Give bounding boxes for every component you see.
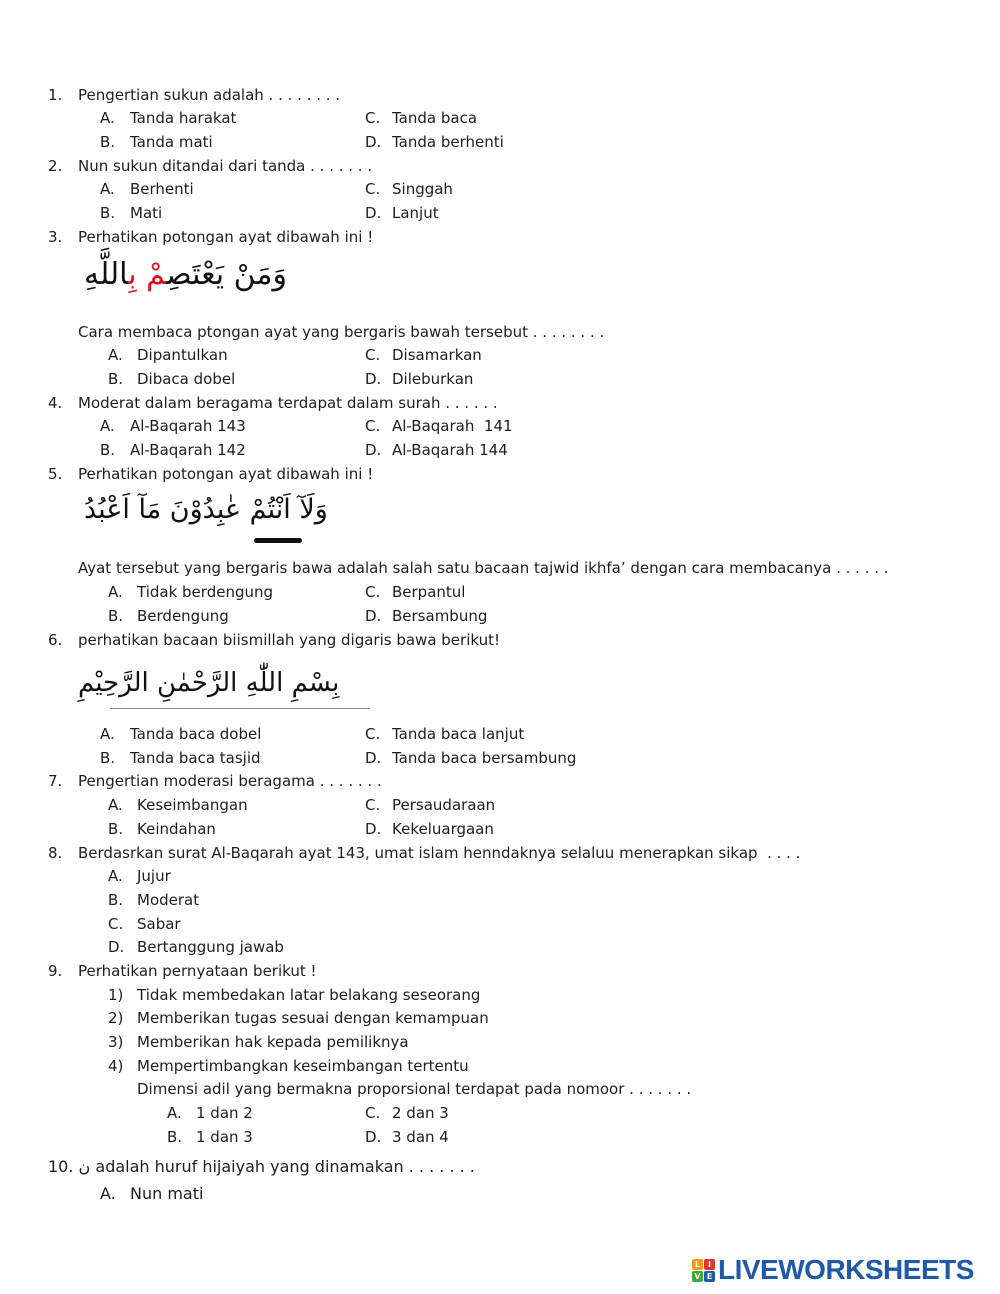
statement-text: Tidak membedakan latar belakang seseorang bbox=[137, 986, 481, 1004]
option-letter: B. bbox=[108, 891, 124, 909]
arabic-basmala-image: بِسْمِ اللّٰهِ الرَّحْمٰنِ الرَّحِيْمِ bbox=[78, 668, 340, 698]
underline-mark bbox=[110, 708, 370, 709]
option-text[interactable]: Keindahan bbox=[137, 820, 216, 838]
arabic-highlight: مْ بِ bbox=[128, 257, 167, 292]
question-text: Perhatikan potongan ayat dibawah ini ! bbox=[78, 228, 374, 246]
option-text[interactable]: Jujur bbox=[137, 867, 171, 885]
logo-tile: I bbox=[704, 1259, 715, 1270]
option-text[interactable]: Bersambung bbox=[392, 607, 488, 625]
option-text[interactable]: Tanda baca dobel bbox=[130, 725, 262, 743]
liveworksheets-logo bbox=[692, 1253, 974, 1287]
question-number: 10. bbox=[48, 1157, 74, 1176]
option-letter: C. bbox=[365, 180, 381, 198]
question-number: 1. bbox=[48, 86, 63, 104]
option-text[interactable]: 2 dan 3 bbox=[392, 1104, 449, 1122]
question-number: 7. bbox=[48, 772, 63, 790]
statement-number: 3) bbox=[108, 1033, 124, 1051]
option-text[interactable]: Kekeluargaan bbox=[392, 820, 494, 838]
option-text[interactable]: Tanda baca bbox=[392, 109, 478, 127]
question-subtext: Cara membaca ptongan ayat yang bergaris bawah tersebut . . . . . . . . bbox=[78, 323, 605, 341]
option-text[interactable]: Dipantulkan bbox=[137, 346, 228, 364]
question-text: perhatikan bacaan biismillah yang digaris bawa berikut! bbox=[78, 631, 500, 649]
question-number: 3. bbox=[48, 228, 63, 246]
underline-mark bbox=[254, 538, 302, 543]
option-letter: A. bbox=[108, 796, 123, 814]
arabic-verse-pre: وَمَنْ يَعْتَصِ bbox=[166, 257, 287, 292]
option-text[interactable]: Keseimbangan bbox=[137, 796, 248, 814]
option-letter: C. bbox=[365, 109, 381, 127]
question-text: Perhatikan potongan ayat dibawah ini ! bbox=[78, 465, 374, 483]
option-letter: D. bbox=[365, 820, 382, 838]
option-letter: B. bbox=[100, 133, 116, 151]
option-text[interactable]: Tanda mati bbox=[130, 133, 213, 151]
arabic-verse-post: اللَّهِ bbox=[84, 257, 129, 292]
statement-number: 2) bbox=[108, 1009, 124, 1027]
logo-tile: E bbox=[704, 1271, 715, 1282]
option-letter: D. bbox=[365, 204, 382, 222]
option-text[interactable]: Berhenti bbox=[130, 180, 194, 198]
option-letter: A. bbox=[108, 867, 123, 885]
question-text: Moderat dalam beragama terdapat dalam surah . . . . . . bbox=[78, 394, 498, 412]
option-letter: D. bbox=[365, 133, 382, 151]
option-letter: A. bbox=[100, 180, 115, 198]
option-text[interactable]: Nun mati bbox=[130, 1184, 204, 1203]
option-text[interactable]: Tanda baca tasjid bbox=[130, 749, 261, 767]
question-subtext: Ayat tersebut yang bergaris bawa adalah salah satu bacaan tajwid ikhfa’ dengan cara membacanya . . . . . . bbox=[78, 559, 889, 577]
question-10-line bbox=[48, 1156, 475, 1178]
option-letter: C. bbox=[365, 346, 381, 364]
option-letter: C. bbox=[365, 796, 381, 814]
option-letter: C. bbox=[365, 1104, 381, 1122]
option-letter: C. bbox=[365, 417, 381, 435]
option-letter: A. bbox=[100, 725, 115, 743]
option-text[interactable]: Berpantul bbox=[392, 583, 466, 601]
option-letter: B. bbox=[100, 441, 116, 459]
statement-text: Mempertimbangkan keseimbangan tertentu bbox=[137, 1057, 469, 1075]
question-number: 9. bbox=[48, 962, 63, 980]
arabic-verse-image: وَلَآ اَنْتُمْ عٰبِدُوْنَ مَآ اَعْبُدُ bbox=[84, 494, 328, 525]
option-text[interactable]: Persaudaraan bbox=[392, 796, 496, 814]
question-number: 5. bbox=[48, 465, 63, 483]
option-text[interactable]: Tanda baca bersambung bbox=[392, 749, 577, 767]
logo-text: LIVEWORKSHEETS bbox=[718, 1254, 974, 1285]
option-letter: A. bbox=[100, 109, 115, 127]
option-letter: B. bbox=[167, 1128, 183, 1146]
option-text[interactable]: Tanda berhenti bbox=[392, 133, 504, 151]
option-letter: A. bbox=[108, 583, 123, 601]
question-number: 6. bbox=[48, 631, 63, 649]
option-text[interactable]: Al-Baqarah 142 bbox=[130, 441, 246, 459]
option-letter: A. bbox=[100, 1184, 116, 1203]
option-letter: A. bbox=[100, 417, 115, 435]
option-text[interactable]: Lanjut bbox=[392, 204, 439, 222]
option-letter: B. bbox=[100, 204, 116, 222]
statement-text: Memberikan hak kepada pemiliknya bbox=[137, 1033, 409, 1051]
question-text: adalah huruf hijaiyah yang dinamakan . . . . . . . bbox=[90, 1157, 475, 1176]
option-text[interactable]: Bertanggung jawab bbox=[137, 938, 284, 956]
option-letter: D. bbox=[365, 441, 382, 459]
option-text[interactable]: Berdengung bbox=[137, 607, 229, 625]
option-text[interactable]: Al-Baqarah 143 bbox=[130, 417, 246, 435]
option-letter: D. bbox=[365, 370, 382, 388]
option-letter: D. bbox=[365, 607, 382, 625]
option-text[interactable]: Disamarkan bbox=[392, 346, 482, 364]
statement-number: 4) bbox=[108, 1057, 124, 1075]
question-text: Pengertian sukun adalah . . . . . . . . bbox=[78, 86, 341, 104]
option-text[interactable]: Tanda harakat bbox=[130, 109, 237, 127]
option-letter: B. bbox=[100, 749, 116, 767]
option-text[interactable]: Sabar bbox=[137, 915, 181, 933]
question-number: 4. bbox=[48, 394, 63, 412]
statement-number: 1) bbox=[108, 986, 124, 1004]
option-letter: A. bbox=[167, 1104, 182, 1122]
option-letter: D. bbox=[108, 938, 125, 956]
option-text[interactable]: 1 dan 3 bbox=[196, 1128, 253, 1146]
option-text[interactable]: 3 dan 4 bbox=[392, 1128, 449, 1146]
option-text[interactable]: Al-Baqarah 144 bbox=[392, 441, 508, 459]
option-letter: C. bbox=[365, 583, 381, 601]
question-subtext: Dimensi adil yang bermakna proporsional terdapat pada nomoor . . . . . . . bbox=[137, 1080, 692, 1098]
option-text[interactable]: 1 dan 2 bbox=[196, 1104, 253, 1122]
option-text[interactable]: Moderat bbox=[137, 891, 200, 909]
logo-icon bbox=[692, 1259, 715, 1282]
question-number: 8. bbox=[48, 844, 63, 862]
option-letter: D. bbox=[365, 1128, 382, 1146]
question-text: Nun sukun ditandai dari tanda . . . . . . . bbox=[78, 157, 373, 175]
statement-text: Memberikan tugas sesuai dengan kemampuan bbox=[137, 1009, 489, 1027]
option-text[interactable]: Mati bbox=[130, 204, 163, 222]
logo-tile: L bbox=[692, 1259, 703, 1270]
option-letter: C. bbox=[108, 915, 124, 933]
option-text[interactable]: Dileburkan bbox=[392, 370, 474, 388]
option-letter: C. bbox=[365, 725, 381, 743]
option-text[interactable]: Singgah bbox=[392, 180, 453, 198]
arabic-verse-image bbox=[84, 252, 308, 302]
logo-tile: V bbox=[692, 1271, 703, 1282]
option-letter: D. bbox=[365, 749, 382, 767]
option-text[interactable]: Tidak berdengung bbox=[137, 583, 274, 601]
option-letter: B. bbox=[108, 607, 124, 625]
option-letter: B. bbox=[108, 370, 124, 388]
question-text: Pengertian moderasi beragama . . . . . . . bbox=[78, 772, 382, 790]
question-number: 2. bbox=[48, 157, 63, 175]
question-text: Perhatikan pernyataan berikut ! bbox=[78, 962, 317, 980]
option-text[interactable]: Dibaca dobel bbox=[137, 370, 236, 388]
option-letter: A. bbox=[108, 346, 123, 364]
option-letter: B. bbox=[108, 820, 124, 838]
option-text[interactable]: Al-Baqarah 141 bbox=[392, 417, 513, 435]
option-text[interactable]: Tanda baca lanjut bbox=[392, 725, 525, 743]
arabic-letter: ن bbox=[78, 1157, 91, 1176]
question-text: Berdasrkan surat Al-Baqarah ayat 143, umat islam henndaknya selaluu menerapkan sikap . . . . bbox=[78, 844, 801, 862]
